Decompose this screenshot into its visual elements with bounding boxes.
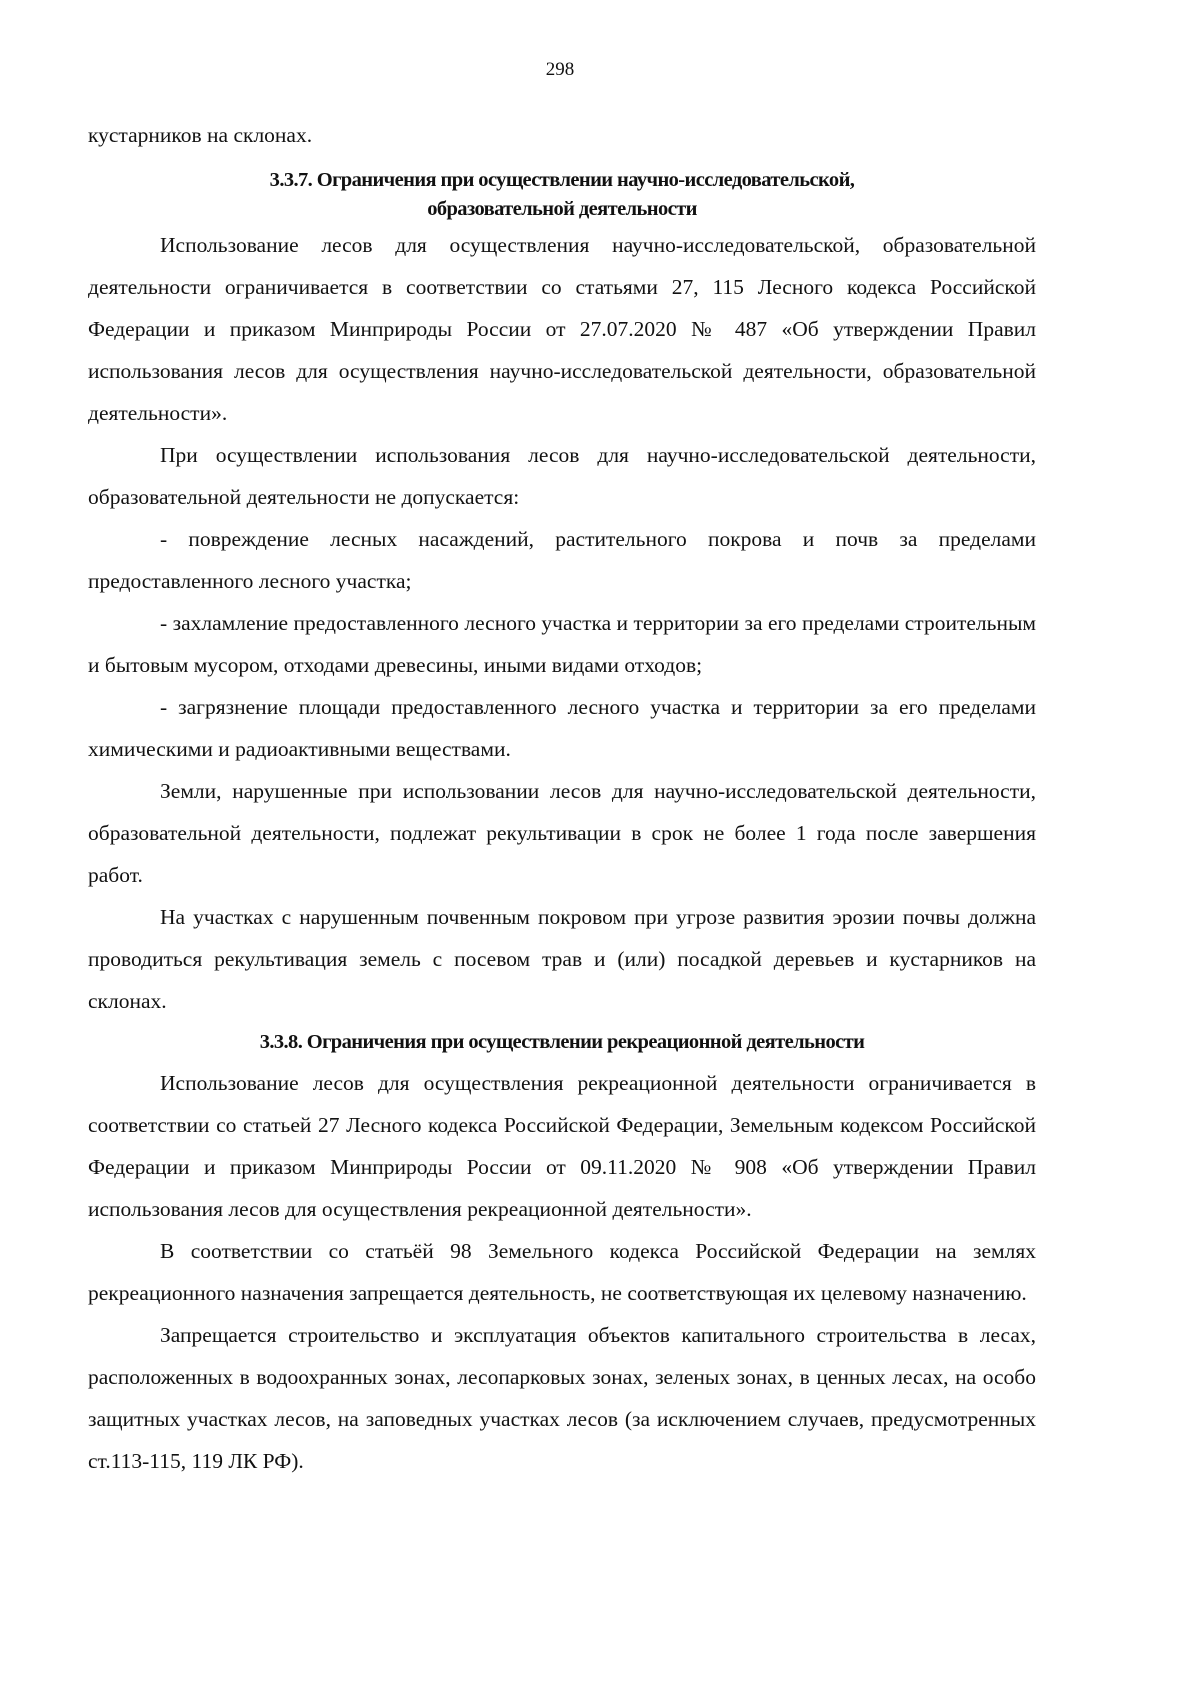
list-item: - загрязнение площади предоставленного лесного участка и территории за его пределами химическими и радиоактивными веществами. bbox=[88, 695, 1036, 761]
section-heading-3-3-8: 3.3.8. Ограничения при осуществлении рекреационной деятельности bbox=[259, 1031, 865, 1053]
page-number: 298 bbox=[545, 59, 575, 80]
section-heading-3-3-7 bbox=[88, 156, 1036, 224]
document-body bbox=[88, 114, 1036, 1482]
section-heading-line-2: образовательной деятельности bbox=[427, 198, 697, 220]
list-item: - захламление предоставленного лесного участка и территории за его пределами строительным и бытовым мусором, отходами древесины, иными видами отходов; bbox=[88, 611, 1036, 677]
list-item: - повреждение лесных насаждений, растительного покрова и почв за пределами предоставленного лесного участка; bbox=[88, 527, 1036, 593]
paragraph: Использование лесов для осуществления рекреационной деятельности ограничивается в соответствии со статьей 27 Лесного кодекса Российской Федерации, Земельным кодексом Российской Федерации и приказом Минприроды России от 09.11.2020 № 908 «Об утверждении Правил использования лесов для осуществления рекреационной деятельности». bbox=[88, 1071, 1036, 1221]
paragraph: Использование лесов для осуществления научно-исследовательской, образовательной деятельности ограничивается в соответствии со статьями 27, 115 Лесного кодекса Российской Федерации и приказом Минприроды России от 27.07.2020 № 487 «Об утверждении Правил использования лесов для осуществления научно-исследовательской деятельности, образовательной деятельности». bbox=[88, 233, 1036, 425]
paragraph: На участках с нарушенным почвенным покровом при угрозе развития эрозии почвы должна проводиться рекультивация земель с посевом трав и (или) посадкой деревьев и кустарников на склонах. bbox=[88, 905, 1036, 1013]
continuation-text: кустарников на склонах. bbox=[88, 123, 313, 147]
paragraph: В соответствии со статьёй 98 Земельного кодекса Российской Федерации на землях рекреационного назначения запрещается деятельность, не соответствующая их целевому назначению. bbox=[88, 1239, 1036, 1305]
paragraph: При осуществлении использования лесов для научно-исследовательской деятельности, образовательной деятельности не допускается: bbox=[88, 443, 1036, 509]
section-heading-line-1: 3.3.7. Ограничения при осуществлении научно-исследовательской, bbox=[269, 169, 855, 191]
paragraph: Запрещается строительство и эксплуатация объектов капитального строительства в лесах, расположенных в водоохранных зонах, лесопарковых зонах, зеленых зонах, в ценных лесах, на особо защитных участках лесов, на заповедных участках лесов (за исключением случаев, предусмотренных ст.113-115, 119 ЛК РФ). bbox=[88, 1323, 1036, 1473]
paragraph: Земли, нарушенные при использовании лесов для научно-исследовательской деятельности, образовательной деятельности, подлежат рекультивации в срок не более 1 года после завершения работ. bbox=[88, 779, 1036, 887]
